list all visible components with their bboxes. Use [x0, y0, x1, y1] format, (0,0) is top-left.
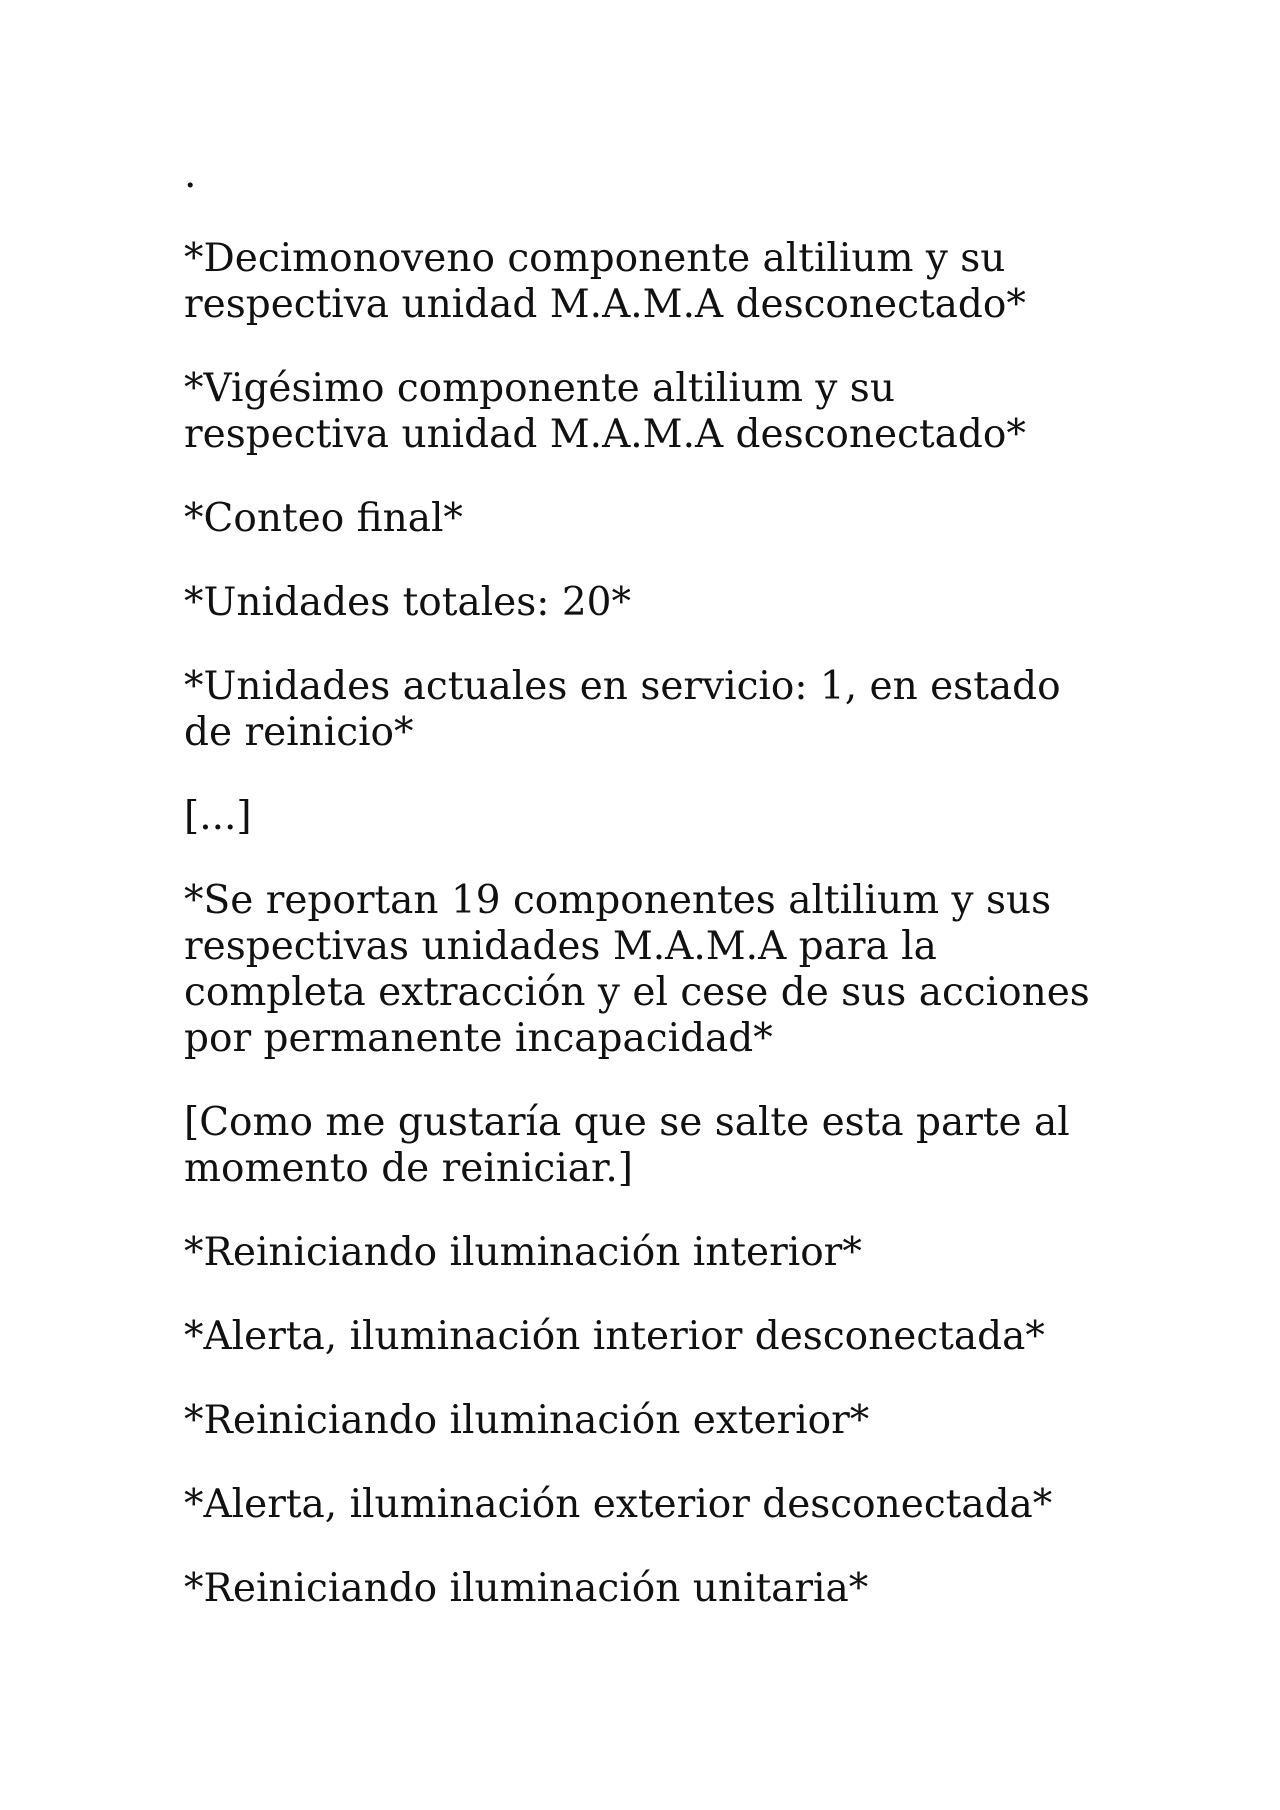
paragraph-unidades-actuales: *Unidades actuales en servicio: 1, en estado de reinicio*	[184, 664, 1061, 755]
paragraph-alerta-interior: *Alerta, iluminación interior desconectada*	[184, 1314, 1045, 1359]
paragraph-reiniciando-exterior: *Reiniciando iluminación exterior*	[184, 1398, 870, 1443]
paragraph-dot: .	[184, 152, 197, 197]
document-body	[184, 152, 1104, 1650]
paragraph-reiniciando-unitaria: *Reiniciando iluminación unitaria*	[184, 1566, 869, 1611]
paragraph-unidades-totales: *Unidades totales: 20*	[184, 580, 631, 625]
paragraph-como-me-gustaria: [Como me gustaría que se salte esta parte al momento de reiniciar.]	[184, 1100, 1070, 1191]
paragraph-ellipsis: [...]	[184, 794, 252, 839]
paragraph-vigesimo: *Vigésimo componente altilium y su respectiva unidad M.A.M.A desconectado*	[184, 366, 1026, 457]
paragraph-reiniciando-interior: *Reiniciando iluminación interior*	[184, 1230, 862, 1275]
paragraph-decimonoveno: *Decimonoveno componente altilium y su respectiva unidad M.A.M.A desconectado*	[184, 236, 1026, 327]
paragraph-conteo-final: *Conteo final*	[184, 496, 463, 541]
paragraph-se-reportan: *Se reportan 19 componentes altilium y sus respectivas unidades M.A.M.A para la completa extracción y el cese de sus acciones por permanente incapacidad*	[184, 878, 1090, 1061]
paragraph-alerta-exterior: *Alerta, iluminación exterior desconectada*	[184, 1482, 1053, 1527]
